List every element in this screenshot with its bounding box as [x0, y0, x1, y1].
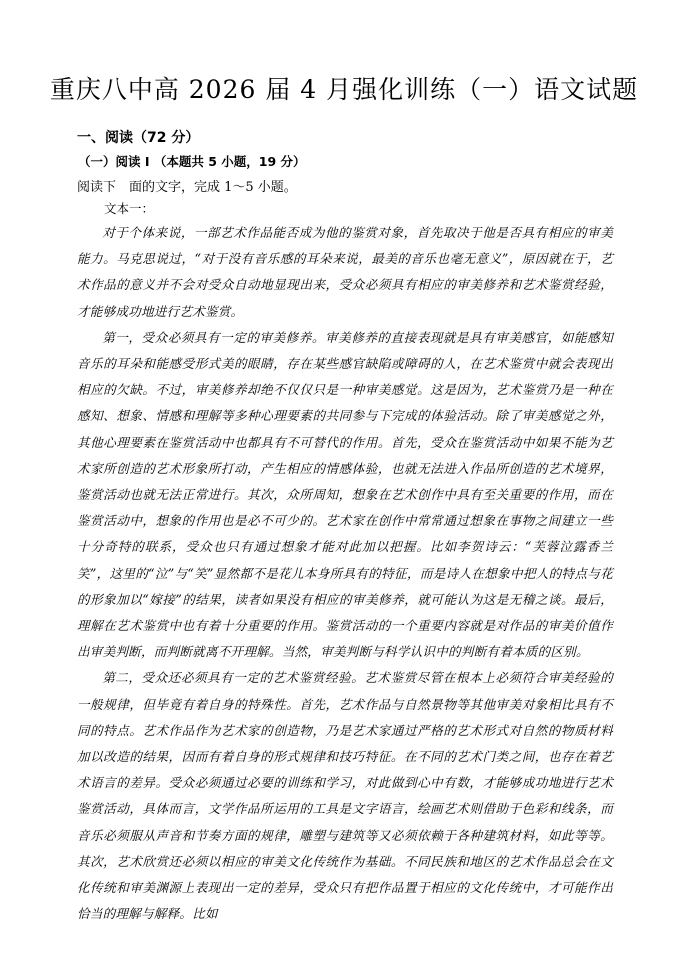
- exam-title: 重庆八中高 2026 届 4 月强化训练（一）语文试题: [49, 75, 639, 104]
- passage-paragraph-2: 第一，受众必须具有一定的审美修养。审美修养的直接表现就是具有审美感官，如能感知音乐的耳朵和能感受形式美的眼睛，存在某些感官缺陷或障碍的人，在艺术鉴赏中就会表现出相应的欠缺。不过，审美修养却绝不仅仅只是一种审美感觉。这是因为，艺术鉴赏乃是一种在感知、想象、情感和理解等多种心理要素的共同参与下完成的体验活动。除了审美感觉之外，其他心理要素在鉴赏活动中也都具有不可替代的作用。首先，受众在鉴赏活动中如果不能为艺术家所创造的艺术形象所打动，产生相应的情感体验，也就无法进入作品所创造的艺术境界，鉴赏活动也就无法正常进行。其次，众所周知，想象在艺术创作中具有至关重要的作用，而在鉴赏活动中，想象的作用也是必不可少的。艺术家在创作中常常通过想象在事物之间建立一些十分奇特的联系，受众也只有通过想象才能对此加以把握。比如李贺诗云：“芙蓉泣露香兰笑”，这里的“泣”与“笑”显然都不是花儿本身所具有的特征，而是诗人在想象中把人的特点与花的形象加以“嫁接”的结果，读者如果没有相应的审美修养，就可能认为这是无稽之谈。最后，理解在艺术鉴赏中也有着十分重要的作用。鉴赏活动的一个重要内容就是对作品的审美价值作出审美判断，而判断就离不开理解。当然，审美判断与科学认识中的判断有着本质的区别。: [77, 329, 613, 660]
- text-label: 文本一：: [104, 201, 155, 216]
- reading-instruction: 阅读下 面的文字，完成 1～5 小题。: [77, 180, 297, 195]
- subsection-heading: （一）阅读 I （本题共 5 小题，19 分）: [78, 154, 306, 169]
- reading-passage: [77, 220, 613, 927]
- passage-paragraph-3: 第二，受众还必须具有一定的艺术鉴赏经验。艺术鉴赏尽管在根本上必须符合审美经验的一般规律，但毕竟有着自身的特殊性。首先，艺术作品与自然景物等其他审美对象相比具有不同的特点。艺术作品作为艺术家的创造物，乃是艺术家通过严格的艺术形式对自然的物质材料加以改造的结果，因而有着自身的形式规律和技巧特征。在不同的艺术门类之间，也存在着艺术语言的差异。受众必须通过必要的训练和学习，对此做到心中有数，才能够成功地进行艺术鉴赏活动，具体而言，文学作品所运用的工具是文字语言，绘画艺术则借助于色彩和线条，而音乐必须服从声音和节奏方面的规律，雕塑与建筑等又必须依赖于各种建筑材料，如此等等。其次，艺术欣赏还必须以相应的审美文化传统作为基础。不同民族和地区的艺术作品总会在文化传统和审美渊源上表现出一定的差异，受众只有把作品置于相应的文化传统中，才可能作出恰当的理解与解释。比如: [77, 670, 613, 922]
- passage-paragraph-1: 对于个体来说，一部艺术作品能否成为他的鉴赏对象，首先取决于他是否具有相应的审美能力。马克思说过，“对于没有音乐感的耳朵来说，最美的音乐也毫无意义”，原因就在于，艺术作品的意义并不会对受众自动地显现出来，受众必须具有相应的审美修养和艺术鉴赏经验，才能够成功地进行艺术鉴赏。: [77, 225, 613, 319]
- section-heading: 一、阅读（72 分）: [77, 130, 200, 146]
